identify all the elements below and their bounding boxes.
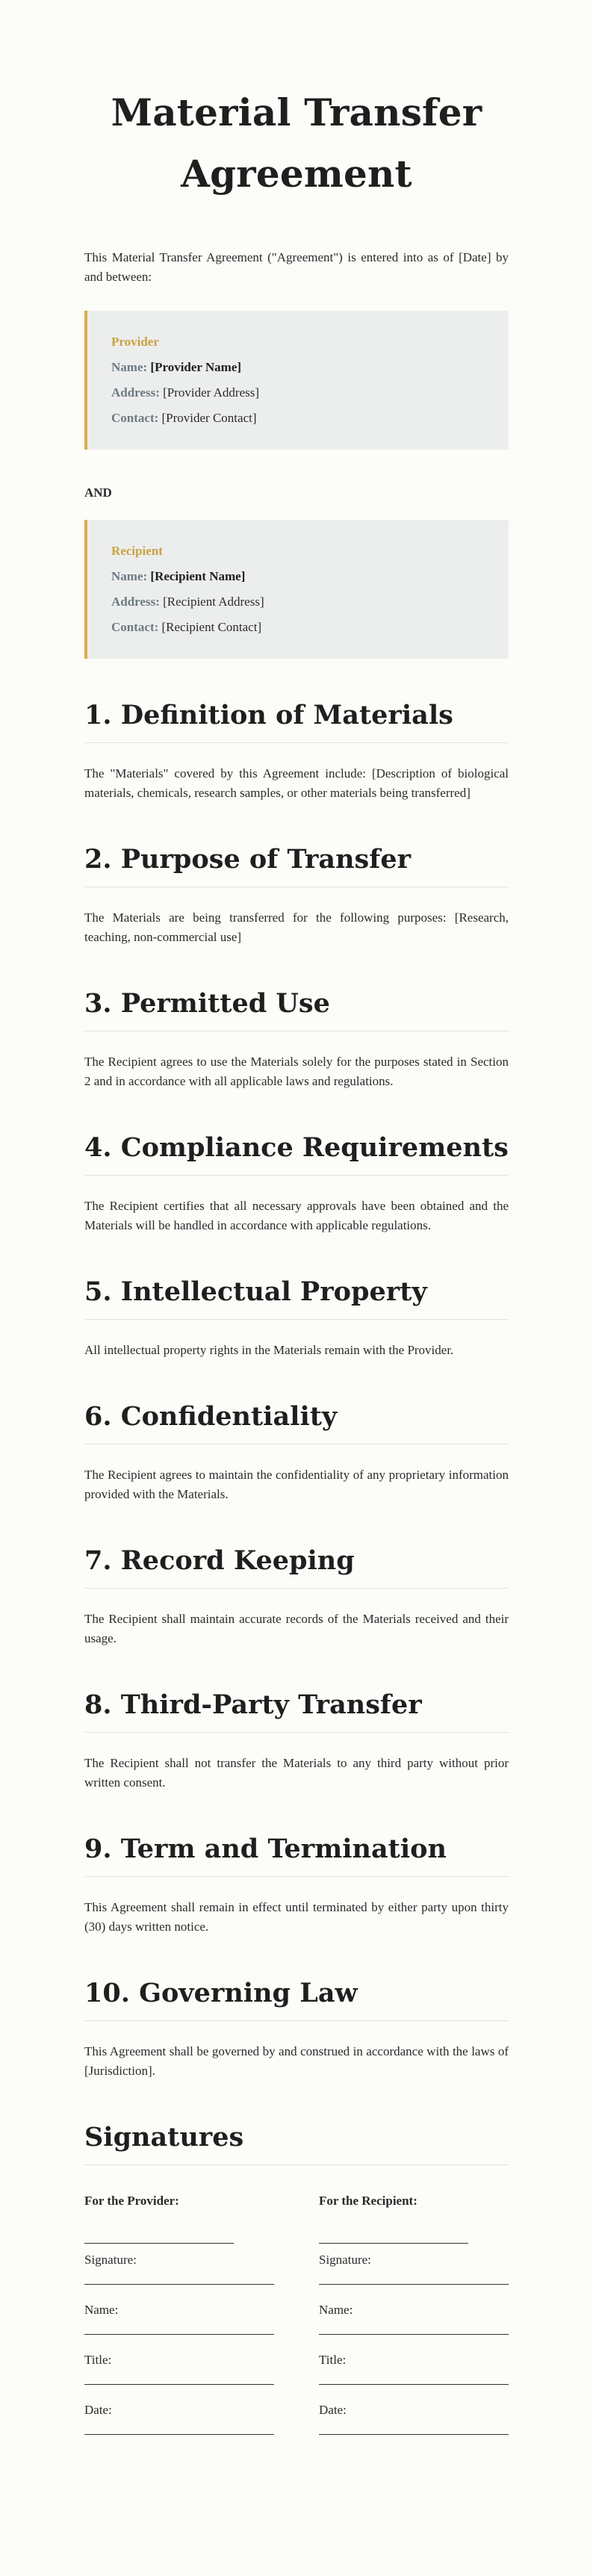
provider-title-field[interactable]: Title: [84, 2351, 274, 2385]
provider-date-field[interactable]: Date: [84, 2401, 274, 2435]
recipient-signature-field[interactable]: Signature: [319, 2251, 509, 2285]
section-heading: 5. Intellectual Property [84, 1276, 509, 1320]
section-text: The Recipient shall maintain accurate records of the Materials received and their usage. [84, 1612, 509, 1645]
section-definition-of-materials [84, 699, 509, 803]
recipient-address-label: Address: [111, 595, 160, 609]
provider-signature-block [84, 2192, 274, 2435]
recipient-address-value: [Recipient Address] [163, 595, 264, 609]
provider-contact-label: Contact: [111, 411, 159, 425]
section-heading: 1. Definition of Materials [84, 699, 509, 743]
provider-name-label: Name: [111, 360, 148, 374]
recipient-contact-label: Contact: [111, 620, 159, 634]
section-heading: 8. Third-Party Transfer [84, 1689, 509, 1733]
section-text: The Recipient certifies that all necessary approvals have been obtained and the Materials will be handled in accordance with applicable regulations. [84, 1199, 509, 1232]
provider-name-field[interactable]: Name: [84, 2301, 274, 2335]
section-text: The Recipient shall not transfer the Materials to any third party without prior written consent. [84, 1756, 509, 1790]
recipient-signature-block [319, 2192, 509, 2435]
signature-grid [84, 2192, 509, 2435]
section-confidentiality [84, 1400, 509, 1504]
provider-signature-line[interactable] [84, 2243, 234, 2244]
section-text: The Recipient agrees to maintain the confidentiality of any proprietary information provided with the Materials. [84, 1468, 509, 1501]
section-text: This Agreement shall remain in effect until terminated by either party upon thirty (30) days written notice. [84, 1900, 509, 1934]
provider-address-label: Address: [111, 385, 160, 400]
provider-name-row [111, 359, 483, 376]
section-text: The Materials are being transferred for the following purposes: [Research, teaching, non-commercial use] [84, 910, 509, 944]
section-heading: 10. Governing Law [84, 1977, 509, 2021]
recipient-signature-line[interactable] [319, 2243, 468, 2244]
provider-contact-value: [Provider Contact] [161, 411, 257, 425]
and-separator: AND [84, 485, 112, 500]
section-purpose-of-transfer [84, 843, 509, 947]
section-heading: 4. Compliance Requirements [84, 1132, 509, 1176]
section-heading: 3. Permitted Use [84, 987, 509, 1031]
recipient-name-label: Name: [111, 569, 148, 583]
recipient-address-row [111, 593, 483, 611]
section-governing-law [84, 1977, 509, 2081]
recipient-signature-heading: For the Recipient: [319, 2194, 417, 2208]
recipient-title-field[interactable]: Title: [319, 2351, 509, 2385]
document-title: Material Transfer Agreement [111, 90, 482, 196]
provider-signature-field[interactable]: Signature: [84, 2251, 274, 2285]
recipient-name-field[interactable]: Name: [319, 2301, 509, 2335]
section-text: The "Materials" covered by this Agreement include: [Description of biological materials, chemicals, research samples, or other materials being transferred] [84, 766, 509, 800]
section-text: This Agreement shall be governed by and construed in accordance with the laws of [Jurisdiction]. [84, 2044, 509, 2078]
provider-address-row [111, 384, 483, 402]
section-term-and-termination [84, 1833, 509, 1937]
section-heading: 6. Confidentiality [84, 1400, 509, 1444]
recipient-contact-value: [Recipient Contact] [161, 620, 262, 634]
intro-paragraph: This Material Transfer Agreement ("Agreement") is entered into as of [Date] by and between: [84, 250, 509, 284]
recipient-name-value: [Recipient Name] [150, 569, 246, 583]
section-heading: 9. Term and Termination [84, 1833, 509, 1877]
section-heading: 7. Record Keeping [84, 1545, 509, 1589]
section-record-keeping [84, 1545, 509, 1648]
section-heading: 2. Purpose of Transfer [84, 843, 509, 887]
section-third-party-transfer [84, 1689, 509, 1793]
section-permitted-use [84, 987, 509, 1091]
section-text: The Recipient agrees to use the Materials solely for the purposes stated in Section 2 and in accordance with all applicable laws and regulations. [84, 1055, 509, 1088]
recipient-name-row [111, 568, 483, 586]
provider-heading: Provider [111, 335, 159, 349]
signatures-heading: Signatures [84, 2121, 509, 2165]
provider-name-value: [Provider Name] [150, 360, 242, 374]
recipient-box [84, 520, 509, 659]
provider-signature-heading: For the Provider: [84, 2194, 179, 2208]
provider-address-value: [Provider Address] [163, 385, 260, 400]
recipient-date-field[interactable]: Date: [319, 2401, 509, 2435]
provider-contact-row [111, 409, 483, 427]
provider-box [84, 311, 509, 450]
section-compliance-requirements [84, 1132, 509, 1235]
recipient-heading: Recipient [111, 544, 163, 558]
section-intellectual-property [84, 1276, 509, 1360]
recipient-contact-row [111, 618, 483, 636]
section-text: All intellectual property rights in the Materials remain with the Provider. [84, 1343, 454, 1357]
signatures-section [84, 2121, 509, 2435]
